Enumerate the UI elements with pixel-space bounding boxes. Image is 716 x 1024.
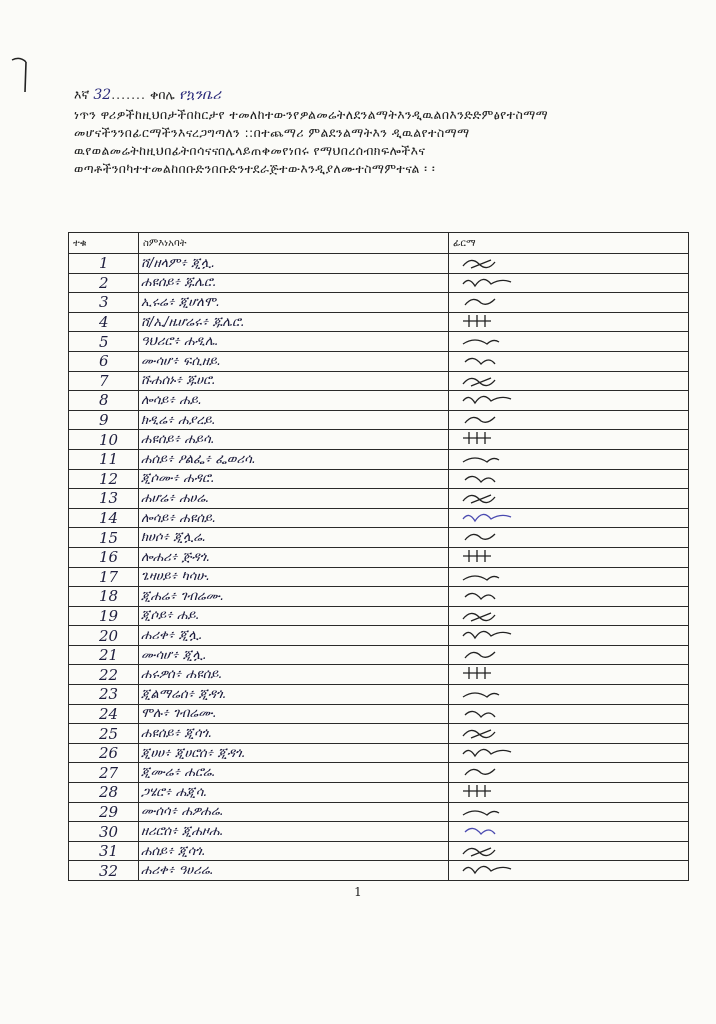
signature-mark-icon — [461, 861, 521, 879]
row-signature-cell — [449, 508, 689, 528]
row-name: ጂሀሀ፥ ጂሀሮሰ፥ ጂዳጎ. — [139, 743, 449, 763]
header-prefix: እኛ — [74, 87, 90, 102]
row-number: 29 — [69, 802, 139, 822]
table-row — [69, 508, 689, 528]
row-signature-cell — [449, 685, 689, 705]
signature-mark-icon — [461, 313, 521, 331]
table-row — [69, 861, 689, 881]
row-name: ጂልማሬሰ፥ ጂዳጎ. — [139, 685, 449, 705]
row-number: 30 — [69, 822, 139, 842]
table-row — [69, 822, 689, 842]
signature-mark-icon — [461, 450, 521, 468]
row-number: 6 — [69, 351, 139, 371]
table-row — [69, 587, 689, 607]
table-row — [69, 841, 689, 861]
table-row — [69, 293, 689, 313]
row-number: 23 — [69, 685, 139, 705]
row-name: ሐሪቀ፥ ዓሀሪሬ. — [139, 861, 449, 881]
row-number: 2 — [69, 273, 139, 293]
signature-table — [68, 232, 689, 881]
row-number: 15 — [69, 528, 139, 548]
row-signature-cell — [449, 547, 689, 567]
row-signature-cell — [449, 861, 689, 881]
header-first-line — [74, 86, 674, 106]
row-name: ሹሐሰኑ፥ ጁሀሮ. — [139, 371, 449, 391]
row-name: ሙሰሳ፥ ሐዎሐሬ. — [139, 802, 449, 822]
row-signature-cell — [449, 410, 689, 430]
handwritten-count: 32 — [93, 87, 112, 103]
row-number: 17 — [69, 567, 139, 587]
row-signature-cell — [449, 469, 689, 489]
signature-mark-icon — [461, 744, 521, 762]
row-signature-cell — [449, 626, 689, 646]
signature-mark-icon — [461, 607, 521, 625]
row-name: ክሀሶ፥ ጂሏሬ. — [139, 528, 449, 548]
row-signature-cell — [449, 273, 689, 293]
signature-mark-icon — [461, 489, 521, 507]
row-signature-cell — [449, 822, 689, 842]
table-row — [69, 547, 689, 567]
row-name: ጌዛሀይ፥ ካሳሁ. — [139, 567, 449, 587]
table-row — [69, 743, 689, 763]
row-signature-cell — [449, 293, 689, 313]
row-signature-cell — [449, 763, 689, 783]
row-name: ሐዩሰይ፥ ጁሌሮ. — [139, 273, 449, 293]
row-name: ሐዩሰይ፥ ጂሳጎ. — [139, 724, 449, 744]
signature-mark-icon — [461, 411, 521, 429]
row-signature-cell — [449, 587, 689, 607]
row-number: 11 — [69, 449, 139, 469]
row-number: 16 — [69, 547, 139, 567]
header-full-name: ስምእነአባት — [139, 233, 449, 254]
table-row — [69, 802, 689, 822]
row-number: 14 — [69, 508, 139, 528]
row-name: ክዲሬ፥ ሐያረይ. — [139, 410, 449, 430]
table-row — [69, 254, 689, 274]
row-signature-cell — [449, 312, 689, 332]
page-number: 1 — [354, 885, 362, 899]
row-name: ሐሰይ፥ ዖልፌ፥ ፌወሪሳ. — [139, 449, 449, 469]
header-signature: ፊርማ — [449, 233, 689, 254]
row-name: ጋሄሮ፥ ሐጂሳ. — [139, 783, 449, 803]
row-number: 20 — [69, 626, 139, 646]
row-signature-cell — [449, 841, 689, 861]
table-row — [69, 665, 689, 685]
kebele-label: ቀበሌ — [150, 87, 175, 102]
signature-mark-icon — [461, 509, 521, 527]
table-row — [69, 763, 689, 783]
signature-mark-icon — [461, 568, 521, 586]
row-signature-cell — [449, 371, 689, 391]
table-row — [69, 783, 689, 803]
table-row — [69, 273, 689, 293]
row-number: 9 — [69, 410, 139, 430]
row-signature-cell — [449, 489, 689, 509]
signature-mark-icon — [461, 254, 521, 272]
table-row — [69, 528, 689, 548]
row-signature-cell — [449, 724, 689, 744]
margin-pen-mark-icon — [8, 40, 38, 100]
row-name: ጂሶሙ፥ ሐዳሮ. — [139, 469, 449, 489]
signature-mark-icon — [461, 274, 521, 292]
signature-mark-icon — [461, 646, 521, 664]
row-number: 3 — [69, 293, 139, 313]
row-number: 10 — [69, 430, 139, 450]
row-name: ሸ/ኢ/ዜሆሬሩ፥ ጁሌሮ. — [139, 312, 449, 332]
row-number: 22 — [69, 665, 139, 685]
row-number: 19 — [69, 606, 139, 626]
signature-mark-icon — [461, 783, 521, 801]
table-row — [69, 567, 689, 587]
table-row — [69, 332, 689, 352]
table-row — [69, 449, 689, 469]
row-name: ሸ/ዘላም፥ ጂሏ. — [139, 254, 449, 274]
row-signature-cell — [449, 743, 689, 763]
signature-mark-icon — [461, 685, 521, 703]
table-row — [69, 724, 689, 744]
table-row — [69, 371, 689, 391]
row-number: 31 — [69, 841, 139, 861]
row-number: 32 — [69, 861, 139, 881]
row-name: ዓህሪሮ፥ ሐዲሌ. — [139, 332, 449, 352]
table-row — [69, 606, 689, 626]
row-number: 5 — [69, 332, 139, 352]
row-signature-cell — [449, 645, 689, 665]
row-signature-cell — [449, 567, 689, 587]
row-signature-cell — [449, 802, 689, 822]
header-number: ተቁ — [69, 233, 139, 254]
row-signature-cell — [449, 783, 689, 803]
row-number: 18 — [69, 587, 139, 607]
row-signature-cell — [449, 449, 689, 469]
signature-mark-icon — [461, 705, 521, 723]
row-signature-cell — [449, 704, 689, 724]
row-signature-cell — [449, 351, 689, 371]
row-signature-cell — [449, 606, 689, 626]
signature-mark-icon — [461, 842, 521, 860]
row-number: 27 — [69, 763, 139, 783]
row-number: 28 — [69, 783, 139, 803]
row-name: ሐሆሬ፥ ሐሀሬ. — [139, 489, 449, 509]
row-number: 8 — [69, 391, 139, 411]
table-row — [69, 704, 689, 724]
signature-mark-icon — [461, 822, 521, 840]
signature-mark-icon — [461, 626, 521, 644]
row-number: 24 — [69, 704, 139, 724]
signature-table-container — [68, 232, 688, 881]
agreement-paragraph: ነጥን ዋሪዎችከዚህበታችበከርታየ ተመለከተውንየዎልመሬትለደንልማትእንዲዉልበእንድድምፅየተስማማ መሆናችንንበፊርማችንእናረጋግጣለን ::በተጨማሪ ምልደንልማትእን ዲዉልየተስማማ ዉየወልመሬትከዚህበፊትበሳናናበሌላይጠቀመየነበሩ የማህበረሰብክፍሎችእና ወጣቶችንበካተተመልከበቡድንበቡድንተደራጅተውእንዲያለሙተስማምተናል ፡ ፡ — [74, 107, 549, 176]
table-row — [69, 685, 689, 705]
row-name: ሎሐሪ፥ ጅዳጎ. — [139, 547, 449, 567]
row-number: 7 — [69, 371, 139, 391]
row-number: 25 — [69, 724, 139, 744]
signature-mark-icon — [461, 665, 521, 683]
row-number: 4 — [69, 312, 139, 332]
row-number: 26 — [69, 743, 139, 763]
row-name: ጂሙሬ፥ ሐሮሬ. — [139, 763, 449, 783]
handwritten-kebele-name: የኳንቤሪ — [178, 87, 221, 103]
row-signature-cell — [449, 528, 689, 548]
signature-mark-icon — [461, 763, 521, 781]
row-name: ሙሳሆ፥ ፍሲዘይ. — [139, 351, 449, 371]
row-signature-cell — [449, 391, 689, 411]
table-row — [69, 489, 689, 509]
row-name: ሞሉ፥ ገብሬሙ. — [139, 704, 449, 724]
table-row — [69, 645, 689, 665]
table-row — [69, 410, 689, 430]
signature-mark-icon — [461, 724, 521, 742]
table-row — [69, 430, 689, 450]
row-signature-cell — [449, 254, 689, 274]
table-row — [69, 391, 689, 411]
table-row — [69, 351, 689, 371]
row-number: 1 — [69, 254, 139, 274]
table-row — [69, 312, 689, 332]
row-name: ዘሪሮሰ፥ ጂሐዞሐ. — [139, 822, 449, 842]
signature-mark-icon — [461, 528, 521, 546]
row-name: ጂሶይ፥ ሐይ. — [139, 606, 449, 626]
table-row — [69, 626, 689, 646]
table-body — [69, 254, 689, 881]
row-name: ሎሳይ፥ ሐዩሰይ. — [139, 508, 449, 528]
row-name: ሐሰይ፥ ጂሳጎ. — [139, 841, 449, 861]
signature-mark-icon — [461, 332, 521, 350]
row-name: ሐሩዎሰ፥ ሐዩሰይ. — [139, 665, 449, 685]
row-name: ሎሳይ፥ ሐይ. — [139, 391, 449, 411]
signature-mark-icon — [461, 548, 521, 566]
table-header-row — [69, 233, 689, 254]
row-signature-cell — [449, 430, 689, 450]
row-name: ሐሪቀ፥ ጂሏ. — [139, 626, 449, 646]
document-header — [74, 86, 674, 178]
row-name: ኢሩሬ፥ ጂሆለሞ. — [139, 293, 449, 313]
row-number: 12 — [69, 469, 139, 489]
row-number: 21 — [69, 645, 139, 665]
signature-mark-icon — [461, 430, 521, 448]
row-name: ጂሐሬ፥ ገብሬሙ. — [139, 587, 449, 607]
signature-mark-icon — [461, 391, 521, 409]
signature-mark-icon — [461, 470, 521, 488]
row-signature-cell — [449, 665, 689, 685]
row-number: 13 — [69, 489, 139, 509]
signature-mark-icon — [461, 293, 521, 311]
signature-mark-icon — [461, 372, 521, 390]
row-signature-cell — [449, 332, 689, 352]
signature-mark-icon — [461, 803, 521, 821]
table-row — [69, 469, 689, 489]
signature-mark-icon — [461, 352, 521, 370]
signature-mark-icon — [461, 587, 521, 605]
fill-dots: ....... — [111, 87, 147, 102]
row-name: ሙሳሆ፥ ጂሏ. — [139, 645, 449, 665]
row-name: ሐዩሰይ፥ ሐይሳ. — [139, 430, 449, 450]
